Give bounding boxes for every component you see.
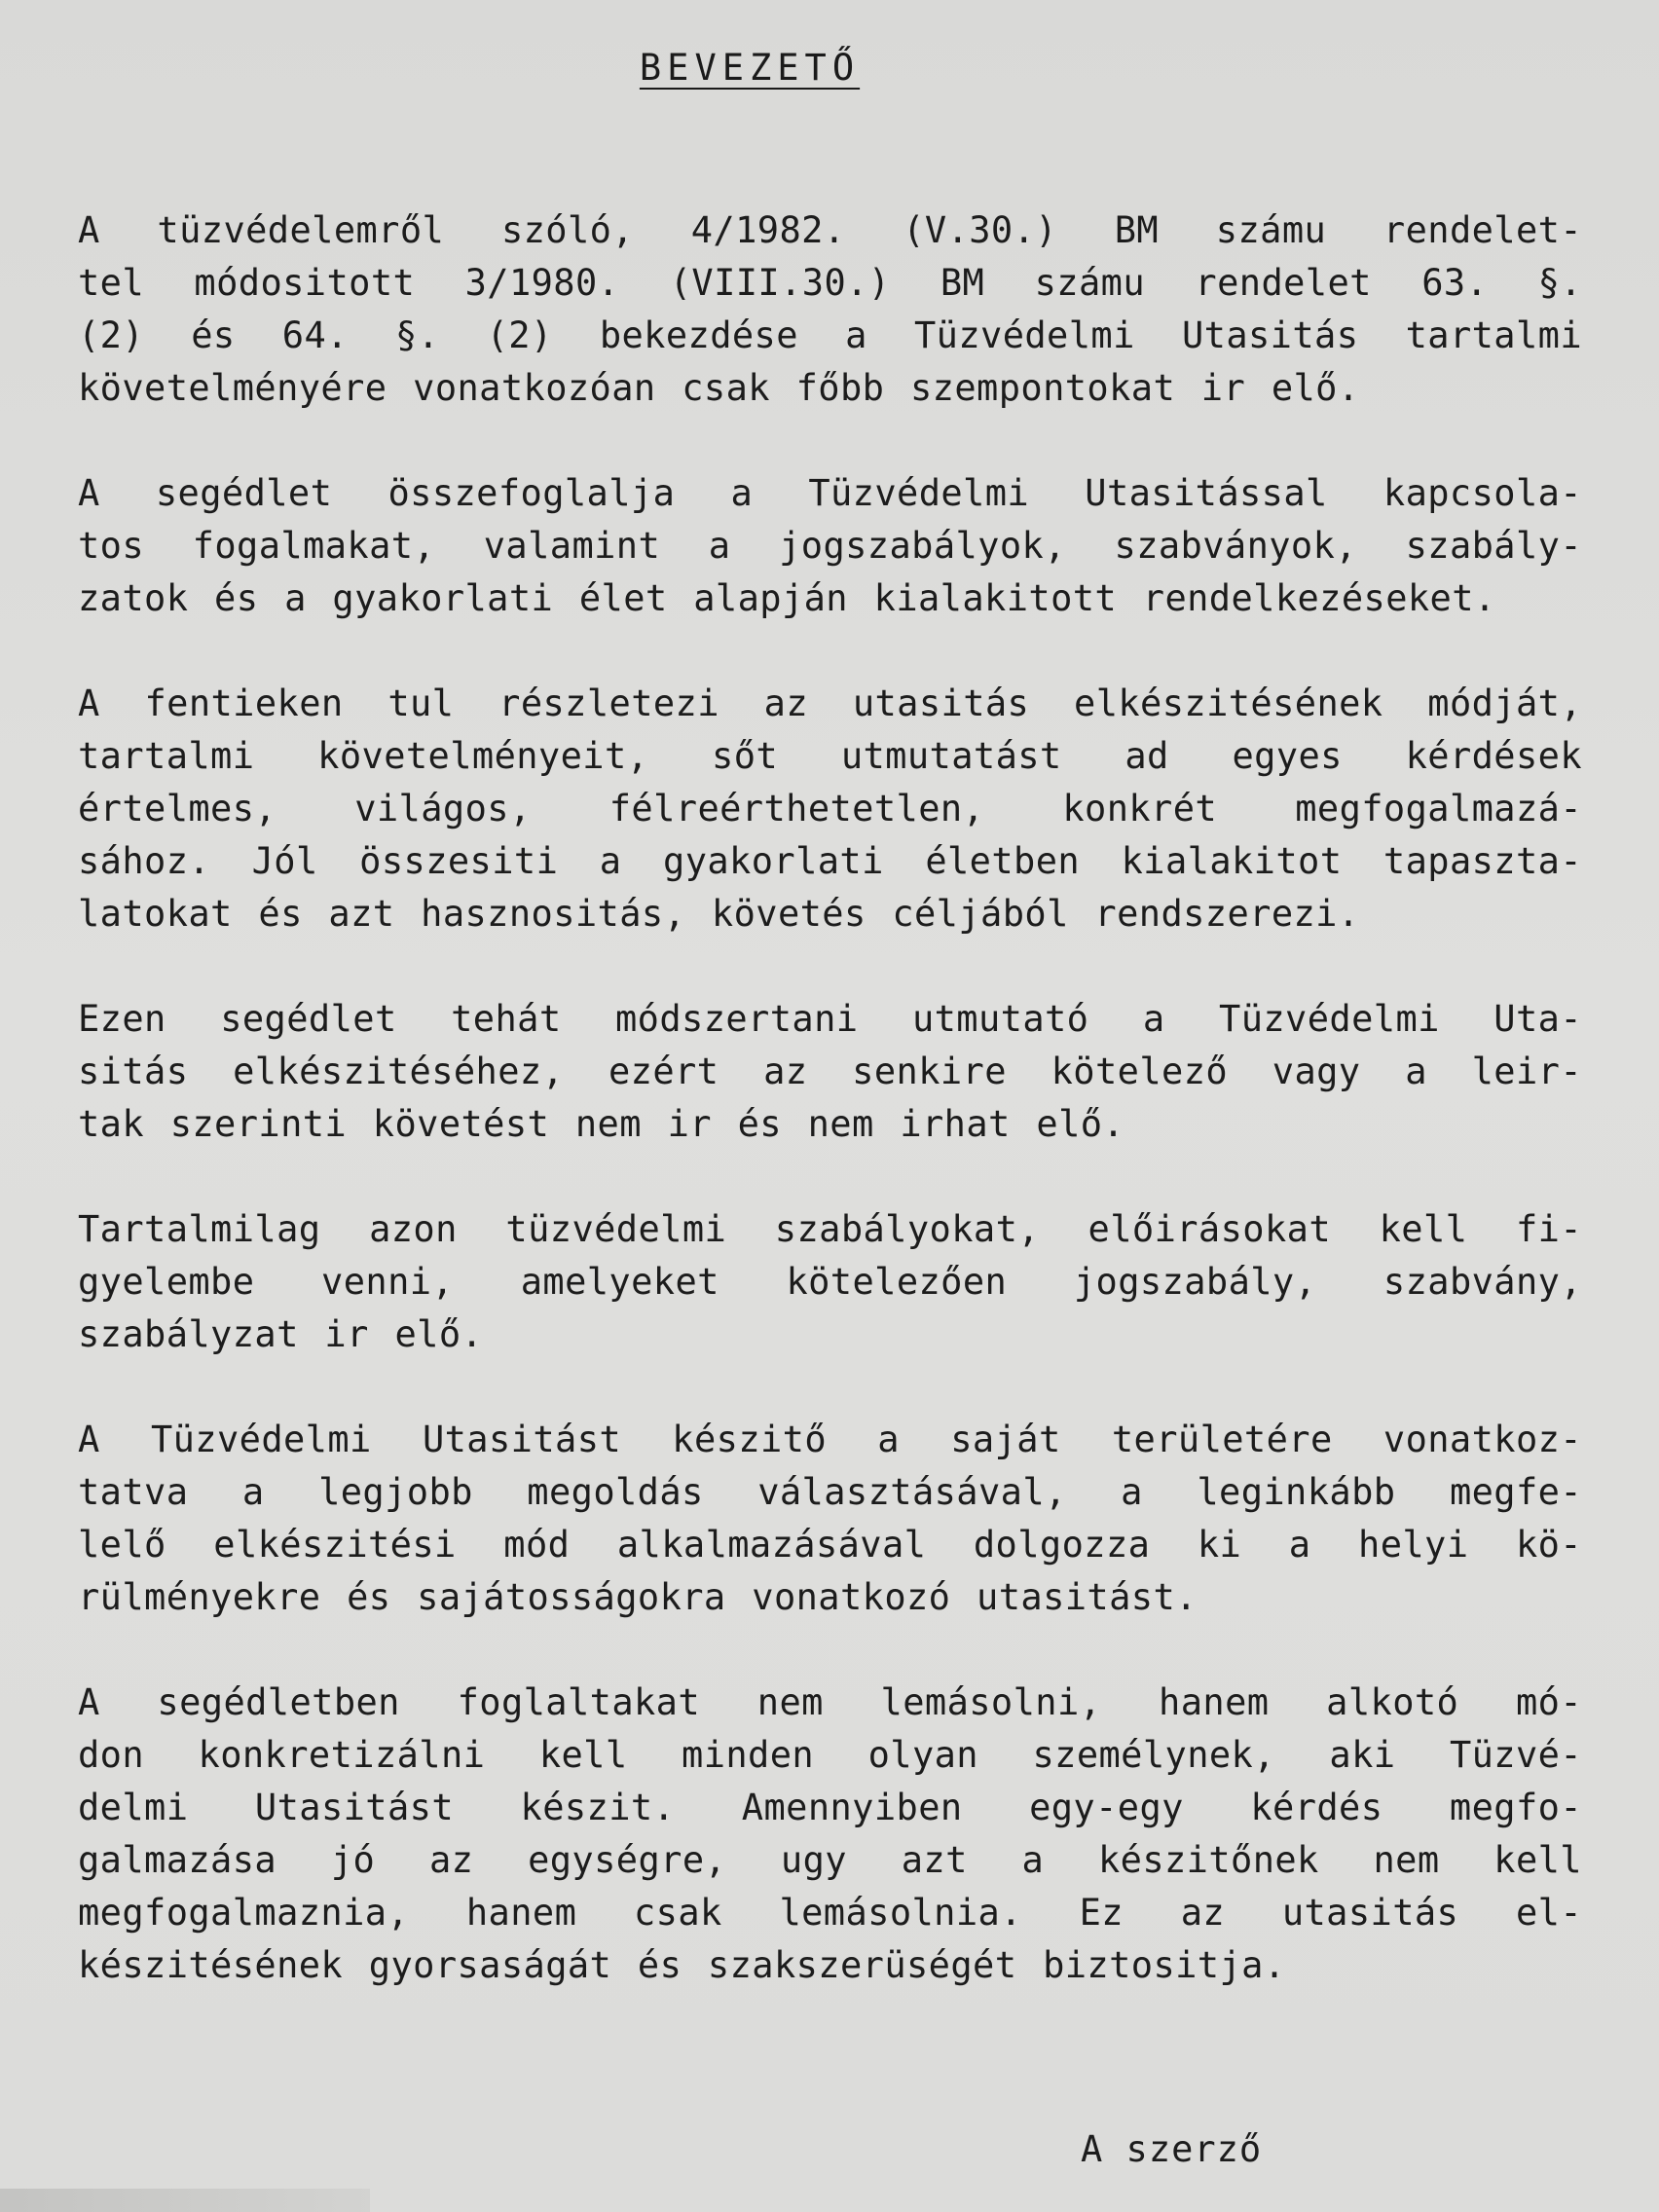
document-body xyxy=(78,204,1582,2045)
watermark-strip xyxy=(0,2189,370,2212)
paragraph-line: A segédletben foglaltakat nem lemásolni, hanem alkotó mó- xyxy=(78,1681,1582,1723)
paragraph xyxy=(78,993,1582,1151)
paragraph-line: sitás elkészitéséhez, ezért az senkire kötelező vagy a leir- xyxy=(78,1051,1582,1092)
paragraph-line: megfogalmaznia, hanem csak lemásolnia. Ez az utasitás el- xyxy=(78,1892,1582,1934)
paragraph-line: tel módositott 3/1980. (VIII.30.) BM számu rendelet 63. §. xyxy=(78,262,1582,304)
paragraph-line: gyelembe venni, amelyeket kötelezően jogszabály, szabvány, xyxy=(78,1261,1582,1303)
paragraph-line: rülményekre és sajátosságokra vonatkozó utasitást. xyxy=(78,1576,1198,1618)
paragraph-line: A fentieken tul részletezi az utasitás elkészitésének módját, xyxy=(78,682,1582,724)
paragraph-line: A segédlet összefoglalja a Tüzvédelmi Utasitással kapcsola- xyxy=(78,472,1582,514)
paragraph-line: készitésének gyorsaságát és szakszerüségét biztositja. xyxy=(78,1944,1286,1986)
paragraph xyxy=(78,1203,1582,1361)
paragraph-line: tak szerinti követést nem ir és nem irhat elő. xyxy=(78,1103,1125,1145)
paragraph-line: (2) és 64. §. (2) bekezdése a Tüzvédelmi Utasitás tartalmi xyxy=(78,314,1582,356)
paragraph-line: don konkretizálni kell minden olyan személynek, aki Tüzvé- xyxy=(78,1734,1582,1776)
paragraph-line: latokat és azt hasznositás, követés céljából rendszerezi. xyxy=(78,893,1360,935)
paragraph xyxy=(78,1677,1582,1992)
signature: A szerző xyxy=(1081,2128,1263,2170)
paragraph-line: sához. Jól összesiti a gyakorlati életben kialakitot tapaszta- xyxy=(78,840,1582,882)
paragraph-line: Tartalmilag azon tüzvédelmi szabályokat, előirásokat kell fi- xyxy=(78,1208,1582,1250)
page-title xyxy=(0,47,1499,89)
paragraph xyxy=(78,204,1582,415)
paragraph-line: értelmes, világos, félreérthetetlen, konkrét megfogalmazá- xyxy=(78,788,1582,830)
paragraph-line: delmi Utasitást készit. Amennyiben egy-egy kérdés megfo- xyxy=(78,1787,1582,1828)
paragraph-line: A tüzvédelemről szóló, 4/1982. (V.30.) BM számu rendelet- xyxy=(78,209,1582,251)
paragraph-line: Ezen segédlet tehát módszertani utmutató a Tüzvédelmi Uta- xyxy=(78,998,1582,1040)
paragraph xyxy=(78,1414,1582,1624)
paragraph-line: szabályzat ir elő. xyxy=(78,1313,484,1355)
paragraph-line: tartalmi követelményeit, sőt utmutatást ad egyes kérdések xyxy=(78,735,1582,777)
paragraph-line: lelő elkészitési mód alkalmazásával dolgozza ki a helyi kö- xyxy=(78,1524,1582,1566)
paragraph-line: tos fogalmakat, valamint a jogszabályok, szabványok, szabály- xyxy=(78,525,1582,567)
page-title-text: BEVEZETŐ xyxy=(639,47,861,89)
paragraph-line: tatva a legjobb megoldás választásával, a leginkább megfe- xyxy=(78,1471,1582,1513)
paragraph-line: követelményére vonatkozóan csak főbb szempontokat ir elő. xyxy=(78,367,1360,409)
paragraph-line: A Tüzvédelmi Utasitást készitő a saját területére vonatkoz- xyxy=(78,1419,1582,1460)
paragraph-line: zatok és a gyakorlati élet alapján kialakitott rendelkezéseket. xyxy=(78,577,1496,619)
paragraph xyxy=(78,678,1582,940)
paragraph-line: galmazása jó az egységre, ugy azt a készitőnek nem kell xyxy=(78,1839,1582,1881)
paragraph xyxy=(78,467,1582,625)
